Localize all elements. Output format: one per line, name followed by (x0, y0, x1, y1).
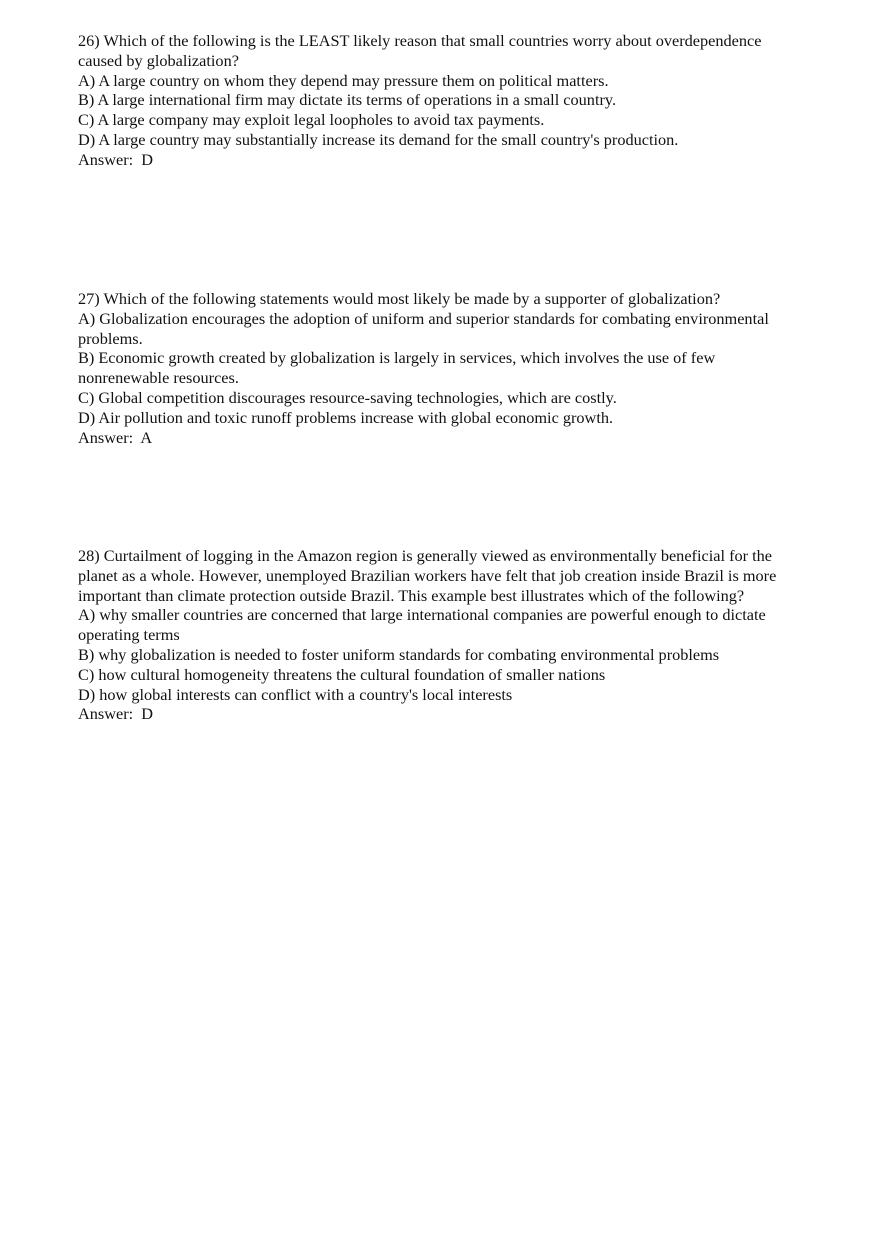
question-26 (78, 31, 798, 170)
choice-b: B) Economic growth created by globalization is largely in services, which involves the use of few nonrenewable resources. (78, 348, 720, 388)
question-stem: 26) Which of the following is the LEAST likely reason that small countries worry about overdependence caused by globalization? (78, 31, 766, 70)
answer: Answer: D (78, 704, 154, 724)
answer: Answer: D (78, 149, 154, 169)
question-stem: 28) Curtailment of logging in the Amazon region is generally viewed as environmentally beneficial for the planet as a whole. However, unemployed Brazilian workers have felt that job creation inside Brazil is more important than climate protection outside Brazil. This example best illustrates which of the following? (78, 546, 781, 605)
choice-c: C) Global competition discourages resource-saving technologies, which are costly. (78, 387, 617, 407)
question-stem: 27) Which of the following statements would most likely be made by a supporter of globalization? (78, 289, 721, 308)
choice-d: D) Air pollution and toxic runoff problems increase with global economic growth. (78, 407, 614, 427)
choice-b: B) A large international firm may dictate its terms of operations in a small country. (78, 90, 617, 110)
answer: Answer: A (78, 427, 153, 447)
choice-a: A) Globalization encourages the adoption of uniform and superior standards for combating environmental problems. (78, 308, 773, 348)
choice-a: A) A large country on whom they depend may pressure them on political matters. (78, 70, 609, 90)
choice-a: A) why smaller countries are concerned that large international companies are powerful enough to dictate operating terms (78, 605, 770, 645)
choice-c: C) how cultural homogeneity threatens the cultural foundation of smaller nations (78, 664, 606, 684)
choice-d: D) how global interests can conflict with a country's local interests (78, 684, 513, 704)
choice-c: C) A large company may exploit legal loopholes to avoid tax payments. (78, 110, 545, 130)
choice-b: B) why globalization is needed to foster uniform standards for combating environmental problems (78, 644, 720, 664)
question-28 (78, 546, 798, 724)
question-27 (78, 289, 798, 447)
choice-d: D) A large country may substantially increase its demand for the small country's production. (78, 129, 679, 149)
